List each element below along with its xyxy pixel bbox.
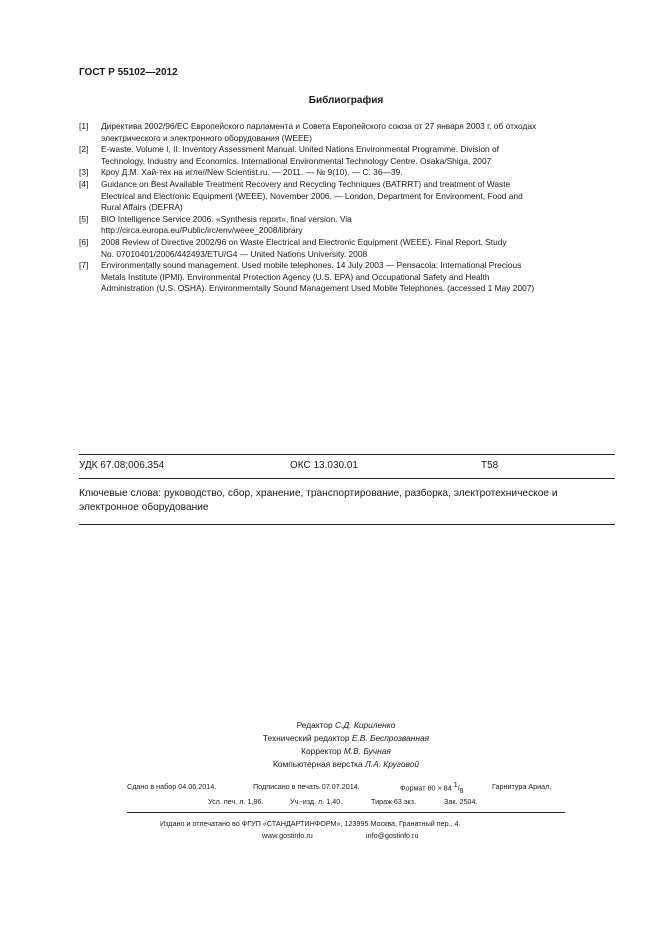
- list-item: [79, 260, 615, 295]
- ref-line: Technology, Industry and Economics. International Environmental Technology Centre. Osaka/Shiga, 2007: [101, 155, 492, 166]
- layout-name: Л.А. Круговой: [365, 759, 420, 769]
- tech-editor-name: Е.В. Беспрозванная: [351, 733, 430, 743]
- corrector-name: М.В. Бучная: [343, 746, 391, 756]
- layout-line: [0, 758, 661, 771]
- imprint-block: [0, 782, 661, 822]
- list-item: [79, 167, 615, 179]
- tech-editor-label: Технический редактор: [262, 733, 350, 743]
- ref-line: BIO Intelligence Service 2006. «Synthesis report», final version. Via: [101, 213, 352, 224]
- ref-line: E-waste. Volume I, II: Inventory Assessment Manual. United Nations Environmental Programme. Division of: [101, 144, 499, 155]
- credits: [0, 719, 661, 771]
- publisher-email: info@gostinfo.ru: [366, 831, 419, 840]
- layout-label: Компьютерная верстка: [272, 759, 363, 769]
- imprint-tirazh: Тираж 63 экз.: [371, 797, 417, 806]
- ref-line: Guidance on Best Available Treatment Recovery and Recycling Techniques (BATRRT) and treatment of Waste: [101, 178, 511, 189]
- format-denominator: 8: [459, 787, 464, 795]
- divider-bottom: [79, 524, 615, 525]
- editor-line: [0, 719, 661, 732]
- ref-line: Environmentally sound management. Used mobile telephones. 14 July 2003 — Pensacola: International Precious: [101, 260, 522, 271]
- divider-top: [79, 454, 615, 455]
- imprint-uch: Уч.-изд. л. 1,40.: [290, 797, 343, 806]
- format-prefix: Формат 60 × 84: [400, 783, 452, 793]
- editor-name: С.Д. Кириленко: [334, 720, 396, 730]
- imprint-font: Гарнитура Ариал.: [492, 782, 552, 791]
- corrector-line: [0, 745, 661, 758]
- ref-line: Директива 2002/96/ЕС Европейского парламента и Совета Европейского союза от 27 января 2003 г. об отходах: [101, 121, 537, 131]
- ref-line: No. 07010401/2006/442493/ETU/G4 — United Nations University. 2008: [101, 248, 368, 259]
- tech-editor-line: [0, 732, 661, 745]
- bibliography-list: [79, 121, 615, 295]
- ref-number: [1]: [79, 121, 89, 131]
- divider-imprint: [127, 812, 565, 813]
- ref-text: [101, 167, 615, 179]
- ref-line: Rural Affairs (DEFRA): [101, 202, 183, 213]
- ref-number: [6]: [79, 236, 89, 247]
- ref-text: [101, 237, 615, 260]
- list-item: [79, 214, 615, 237]
- ref-number: [7]: [79, 260, 89, 271]
- ref-text: [101, 121, 615, 144]
- list-item: [79, 237, 615, 260]
- keywords-line: электронное оборудование: [79, 502, 209, 513]
- publisher-line: Издано и отпечатано во ФГУП «СТАНДАРТИНФОРМ», 123995 Москва, Гранатный пер., 4.: [160, 819, 461, 828]
- ref-line: Electrical and Electronic Equipment (WEEE). November 2006. — London, Department for Environment, Food and: [101, 190, 523, 201]
- publisher-block: [0, 819, 661, 849]
- imprint-signed: Подписано в печать 07.07.2014.: [253, 782, 360, 791]
- list-item: [79, 121, 615, 144]
- standard-number: ГОСТ Р 55102—2012: [79, 67, 178, 78]
- imprint-usl: Усл. печ. л. 1,86.: [208, 797, 264, 806]
- ref-number: [4]: [79, 178, 89, 189]
- list-item: [79, 144, 615, 167]
- ref-line: электрического и электронного оборудования (WEEE): [101, 132, 312, 143]
- format-numerator: 1: [453, 782, 458, 789]
- ref-text: [101, 214, 615, 237]
- bibliography-title: Библиография: [308, 95, 384, 106]
- ref-line: 2008 Review of Directive 2002/96 on Waste Electrical and Electronic Equipment (WEEE). Final Report. Study: [101, 236, 507, 247]
- publisher-site: www.gostinfo.ru: [262, 831, 313, 840]
- corrector-label: Корректор: [301, 746, 342, 756]
- list-item: [79, 179, 615, 214]
- group-code: Т58: [481, 460, 499, 471]
- ref-number: [3]: [79, 167, 89, 178]
- ref-text: [101, 179, 615, 214]
- imprint-sent: Сдано в набор 04.06.2014.: [127, 782, 217, 791]
- ref-number: [5]: [79, 213, 89, 224]
- editor-label: Редактор: [296, 720, 333, 730]
- keywords: [79, 487, 615, 515]
- imprint-order: Зак. 2504.: [444, 797, 478, 806]
- imprint-format: Формат 60 × 84 $^1/_8$: [400, 782, 464, 795]
- divider-middle: [79, 478, 615, 479]
- ref-number: [2]: [79, 144, 89, 155]
- keywords-line: Ключевые слова: руководство, сбор, хранение, транспортирование, разборка, электротехническое и: [79, 488, 558, 499]
- ref-text: [101, 144, 615, 167]
- ref-line: Metals Institute (IPMI). Environmental Protection Agency (U.S. EPA) and Occupational Safety and Health: [101, 271, 490, 282]
- udk-code: УДК 67.08:006.354: [79, 460, 165, 471]
- oks-code: ОКС 13.030.01: [290, 460, 358, 471]
- ref-line: http://circa.europa.eu/Public/irc/env/weee_2008/library: [101, 225, 303, 236]
- ref-line: Administration (U.S. OSHA). Environmemtally Sound Management Used Mobile Telephones. (accessed 1 May 2007): [101, 283, 535, 294]
- ref-text: [101, 260, 615, 295]
- ref-line: Кроу Д.М. Хай-тех на игле//New Scientist.ru. — 2011. — № 9(10). — С. 36—39.: [101, 167, 403, 178]
